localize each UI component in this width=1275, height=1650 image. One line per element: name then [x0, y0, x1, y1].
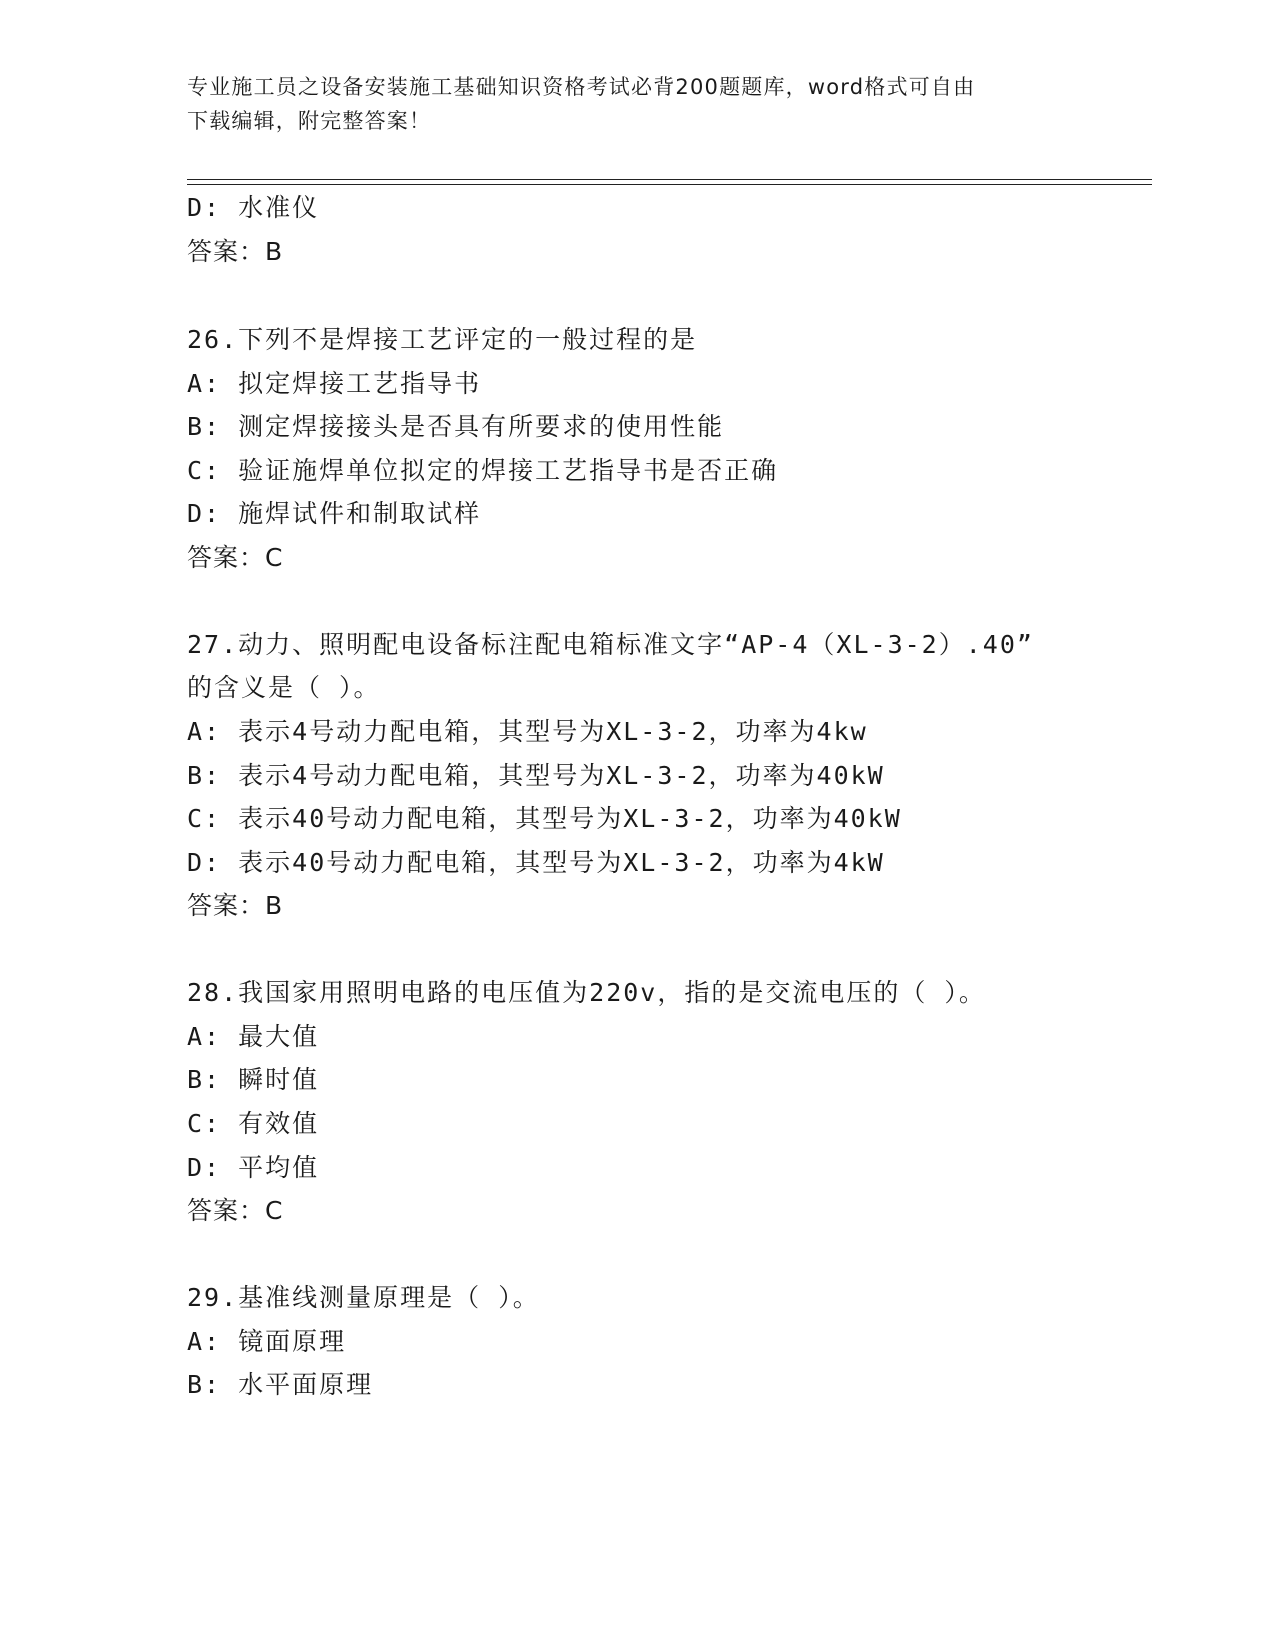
header-divider-bottom — [187, 184, 1152, 185]
question-29-stem: 29.基准线测量原理是（ ）。 — [187, 1283, 540, 1312]
header-title-line-1: 专业施工员之设备安装施工基础知识资格考试必背200题题库，word格式可自由 — [187, 75, 976, 99]
question-28-option-b: B: 瞬时值 — [187, 1065, 320, 1094]
header-divider-top — [187, 179, 1152, 180]
question-28-answer: 答案：C — [187, 1196, 284, 1225]
question-28-option-c: C: 有效值 — [187, 1109, 320, 1138]
question-27-option-a: A: 表示4号动力配电箱，其型号为XL-3-2，功率为4kw — [187, 717, 868, 746]
prev-option-d: D: 水准仪 — [187, 193, 320, 222]
question-26-option-d: D: 施焊试件和制取试样 — [187, 499, 482, 528]
question-26-option-b: B: 测定焊接接头是否具有所要求的使用性能 — [187, 412, 725, 441]
question-27-option-c: C: 表示40号动力配电箱，其型号为XL-3-2，功率为40kW — [187, 804, 902, 833]
question-28-option-d: D: 平均值 — [187, 1153, 320, 1182]
question-27-option-d: D: 表示40号动力配电箱，其型号为XL-3-2，功率为4kW — [187, 848, 885, 877]
question-29-option-a: A: 镜面原理 — [187, 1327, 347, 1356]
question-26-stem: 26.下列不是焊接工艺评定的一般过程的是 — [187, 325, 698, 354]
question-29-option-b: B: 水平面原理 — [187, 1370, 374, 1399]
header-title-line-2: 下载编辑，附完整答案！ — [187, 109, 432, 133]
question-27-stem-line-1: 27.动力、照明配电设备标注配电箱标准文字“AP-4（XL-3-2）.40” — [187, 630, 1034, 659]
question-27-stem-line-2: 的含义是（ ）。 — [187, 673, 381, 702]
question-28-stem: 28.我国家用照明电路的电压值为220v，指的是交流电压的（ ）。 — [187, 978, 986, 1007]
question-27-option-b: B: 表示4号动力配电箱，其型号为XL-3-2，功率为40kW — [187, 761, 885, 790]
question-27-answer: 答案：B — [187, 891, 284, 920]
question-26-option-a: A: 拟定焊接工艺指导书 — [187, 369, 482, 398]
prev-answer: 答案：B — [187, 237, 284, 266]
document-header — [187, 70, 1087, 138]
question-26-answer: 答案：C — [187, 543, 284, 572]
question-26-option-c: C: 验证施焊单位拟定的焊接工艺指导书是否正确 — [187, 456, 779, 485]
question-28-option-a: A: 最大值 — [187, 1022, 320, 1051]
